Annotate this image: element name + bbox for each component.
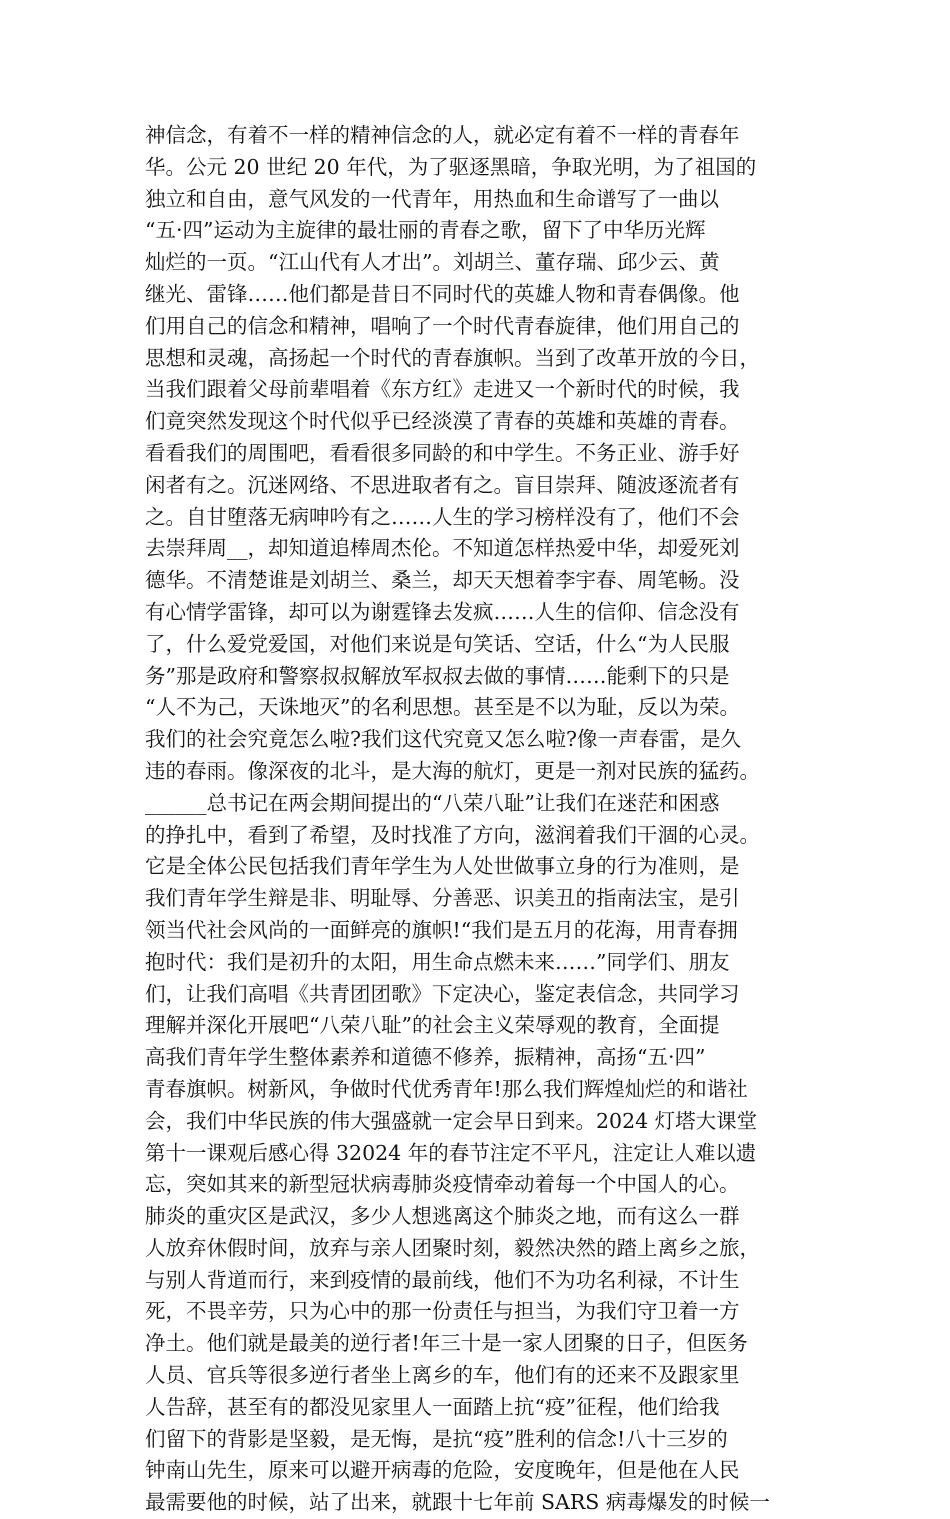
text-line: 死，不畏辛劳，只为心中的那一份责任与担当，为我们守卫着一方 — [145, 1299, 740, 1324]
text-line: 第十一课观后感心得 32024 年的春节注定不平凡，注定让人难以遗 — [145, 1140, 757, 1165]
text-line: 们竟突然发现这个时代似乎已经淡漠了青春的英雄和英雄的青春。 — [145, 409, 740, 434]
text-line: 理解并深化开展吧“八荣八耻”的社会主义荣辱观的教育，全面提 — [145, 1013, 720, 1038]
text-line: 务”那是政府和警察叔叔解放军叔叔去做的事情……能剩下的只是 — [145, 663, 730, 688]
text-line: 领当代社会风尚的一面鲜亮的旗帜!“我们是五月的花海，用青春拥 — [145, 917, 738, 942]
text-line: 青春旗帜。树新风，争做时代优秀青年!那么我们辉煌灿烂的和谐社 — [145, 1076, 748, 1101]
text-line: 继光、雷锋……他们都是昔日不同时代的英雄人物和青春偶像。他 — [145, 281, 740, 306]
text-line: 灿烂的一页。“江山代有人才出”。刘胡兰、董存瑞、邱少云、黄 — [145, 250, 720, 275]
text-line: 抱时代：我们是初升的太阳，用生命点燃未来……”同学们、朋友 — [145, 949, 730, 974]
text-line: 与别人背道而行，来到疫情的最前线，他们不为功名利禄，不计生 — [145, 1267, 740, 1292]
text-line: 会，我们中华民族的伟大强盛就一定会早日到来。2024 灯塔大课堂 — [145, 1108, 758, 1133]
text-line: 高我们青年学生整体素养和道德不修养，振精神，高扬“五·四” — [145, 1045, 706, 1070]
text-line: 人员、官兵等很多逆行者坐上离乡的车，他们有的还来不及跟家里 — [145, 1363, 740, 1388]
text-line: “人不为己，天诛地灭”的名利思想。甚至是不以为耻，反以为荣。 — [145, 695, 740, 720]
text-line: “五·四”运动为主旋律的最壮丽的青春之歌，留下了中华历光辉 — [145, 218, 706, 243]
text-line: 看看我们的周围吧，看看很多同龄的和中学生。不务正业、游手好 — [145, 440, 740, 465]
text-line: 德华。不清楚谁是刘胡兰、桑兰，却天天想着李宇春、周笔畅。没 — [145, 568, 740, 593]
text-line: 的挣扎中，看到了希望，及时找准了方向，滋润着我们干涸的心灵。 — [145, 822, 760, 847]
text-line: 我们的社会究竟怎么啦?我们这代究竟又怎么啦?像一声春雷，是久 — [145, 727, 741, 752]
text-line: 当我们跟着父母前辈唱着《东方红》走进又一个新时代的时候，我 — [145, 377, 740, 402]
text-line: 之。自甘堕落无病呻吟有之……人生的学习榜样没有了，他们不会 — [145, 504, 740, 529]
text-line: 们用自己的信念和精神，唱响了一个时代青春旋律，他们用自己的 — [145, 313, 740, 338]
text-line: 去崇拜周__，却知道追棒周杰伦。不知道怎样热爱中华，却爱死刘 — [145, 536, 740, 561]
text-line: 华。公元 20 世纪 20 年代，为了驱逐黑暗，争取光明，为了祖国的 — [145, 154, 757, 179]
text-line: 我们青年学生辩是非、明耻辱、分善恶、识美丑的指南法宝，是引 — [145, 886, 740, 911]
text-line: 违的春雨。像深夜的北斗，是大海的航灯，更是一剂对民族的猛药。 — [145, 758, 760, 783]
text-line: 思想和灵魂，高扬起一个时代的青春旗帜。当到了改革开放的今日， — [145, 345, 760, 370]
text-line: 有心情学雷锋，却可以为谢霆锋去发疯……人生的信仰、信念没有 — [145, 599, 740, 624]
text-line: 神信念，有着不一样的精神信念的人，就必定有着不一样的青春年 — [145, 123, 740, 147]
text-line: 钟南山先生，原来可以避开病毒的危险，安度晚年，但是他在人民 — [145, 1458, 740, 1483]
text-line: 闲者有之。沉迷网络、不思进取者有之。盲目崇拜、随波逐流者有 — [145, 472, 740, 497]
text-line: ______总书记在两会期间提出的“八荣八耻”让我们在迷茫和困惑 — [145, 790, 720, 815]
text-line: 人告辞，甚至有的都没见家里人一面踏上抗“疫”征程，他们给我 — [145, 1394, 720, 1419]
text-line: 肺炎的重灾区是武汉，多少人想逃离这个肺炎之地，而有这么一群 — [145, 1204, 740, 1229]
text-line: 最需要他的时候，站了出来，就跟十七年前 SARS 病毒爆发的时候一 — [145, 1490, 770, 1515]
text-line: 忘，突如其来的新型冠状病毒肺炎疫情牵动着每一个中国人的心。 — [145, 1172, 740, 1197]
text-line: 它是全体公民包括我们青年学生为人处世做事立身的行为准则，是 — [145, 854, 740, 879]
text-line: 了，什么爱党爱国，对他们来说是句笑话、空话，什么“为人民服 — [145, 631, 730, 656]
text-line: 净土。他们就是最美的逆行者!年三十是一家人团聚的日子，但医务 — [145, 1331, 748, 1356]
text-line: 独立和自由，意气风发的一代青年，用热血和生命谱写了一曲以 — [145, 186, 719, 211]
text-line: 们，让我们高唱《共青团团歌》下定决心，鉴定表信念，共同学习 — [145, 981, 740, 1006]
body-text — [145, 120, 815, 1519]
text-line: 们留下的背影是坚毅，是无悔，是抗“疫”胜利的信念!八十三岁的 — [145, 1426, 728, 1451]
text-line: 人放弃休假时间，放弃与亲人团聚时刻，毅然决然的踏上离乡之旅， — [145, 1235, 760, 1260]
